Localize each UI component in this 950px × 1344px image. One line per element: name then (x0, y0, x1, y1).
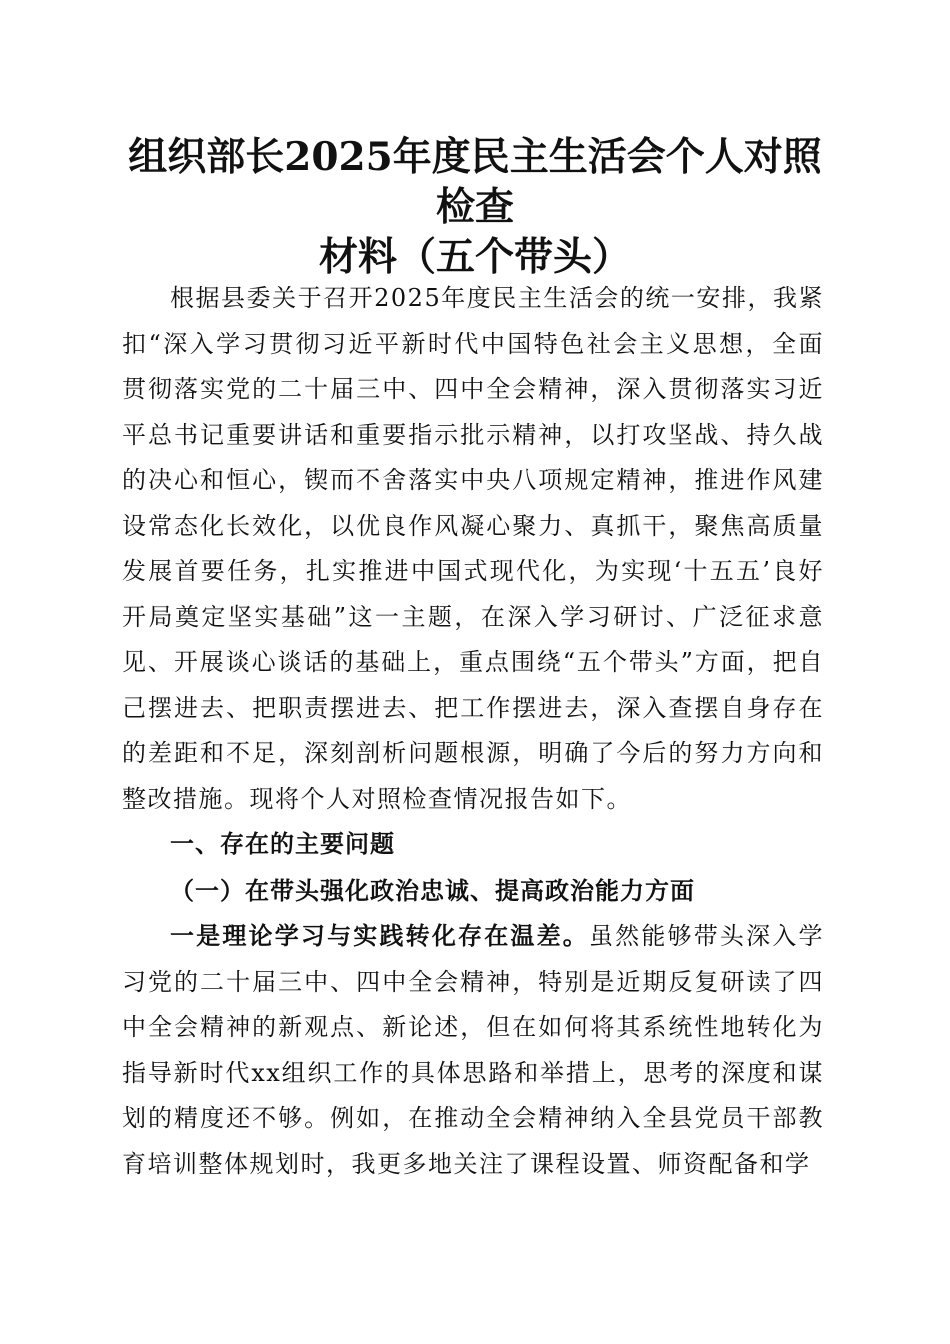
document-title (110, 132, 840, 282)
subsection-heading-political-loyalty: （一）在带头强化政治忠诚、提高政治能力方面 (170, 875, 695, 905)
point-1-body: 虽然能够带头深入学习党的二十届三中、四中全会精神，特别是近期反复研读了四中全会精神的新观点、新论述，但在如何将其系统性地转化为指导新时代xx组织工作的具体思路和举措上，思考的深度和谋划的精度还不够。例如，在推动全会精神纳入全县党员干部教育培训整体规划时，我更多地关注了课程设置、师资配备和学 (122, 922, 824, 1178)
section-heading-problems: 一、存在的主要问题 (170, 830, 395, 858)
point-1-lead: 一是理论学习与实践转化存在温差。 (170, 921, 589, 950)
intro-paragraph: 根据县委关于召开2025年度民主生活会的统一安排，我紧扣“深入学习贯彻习近平新时代中国特色社会主义思想，全面贯彻落实党的二十届三中、四中全会精神，深入贯彻落实习近平总书记重要讲话和重要指示批示精神，以打攻坚战、持久战的决心和恒心，锲而不舍落实中央八项规定精神，推进作风建设常态化长效化，以优良作风凝心聚力、真抓干，聚焦高质量发展首要任务，扎实推进中国式现代化，为实现‘十五五’良好开局奠定坚实基础”这一主题，在深入学习研讨、广泛征求意见、开展谈心谈话的基础上，重点围绕“五个带头”方面，把自己摆进去、把职责摆进去、把工作摆进去，深入查摆自身存在的差距和不足，深刻剖析问题根源，明确了今后的努力方向和整改措施。现将个人对照检查情况报告如下。 (122, 284, 824, 813)
document-title-line-1: 组织部长2025年度民主生活会个人对照检查 (128, 134, 822, 230)
document-body (122, 276, 824, 1187)
document-title-line-2: 材料（五个带头） (318, 234, 631, 280)
point-1-paragraph (122, 913, 824, 1187)
